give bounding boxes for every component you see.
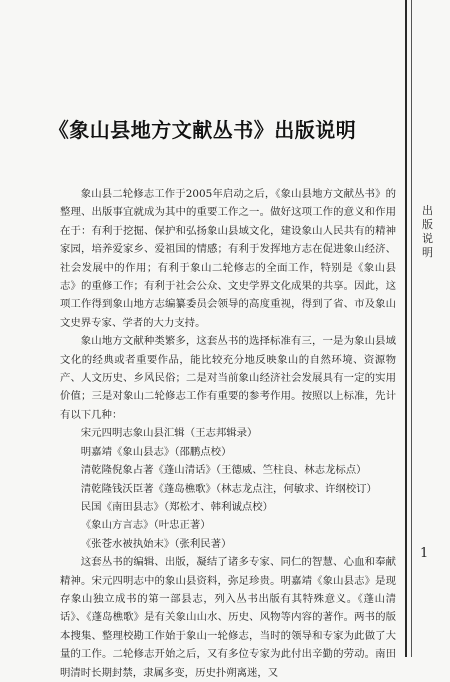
book-list-item: 民国《南田县志》（郑松才、韩利诚点校）	[80, 500, 274, 513]
book-list-item: 宋元四明志象山县汇辑（王志邦辑录）	[80, 427, 258, 440]
page-number: 1	[420, 546, 429, 561]
book-list-item: 《象山方言志》（叶忠正著）	[80, 519, 211, 532]
book-list-item: 明嘉靖《象山县志》（邵鹏点校）	[80, 445, 232, 458]
paragraph-closing: 这套丛书的编辑、出版，凝结了诸多专家、同仁的智慧、心血和奉献精神。宋元四明志中的象山县资料，弥足珍贵。明嘉靖《象山县志》是现存象山独立成书的第一部县志，列入丛书出版有其特殊意义。《蓬山清话》、《蓬岛樵歌》是有关象山山水、历史、风物等内容的著作。两书的版本搜集、整理校勘工作始于象山一轮修志，当时的领导和专家为此做了大量的工作。二轮修志开始之后，又有多位专家为此付出辛勤的劳动。南田明清时长期封禁，隶属多变，历史扑朔离迷，又	[60, 556, 396, 679]
paragraph-selection-criteria: 象山地方文献种类繁多，这套丛书的选择标准有三，一是为象山县域文化的经典或者重要作品，能比较充分地反映象山的自然环境、资源物产、人文历史、乡风民俗；二是对当前象山经济社会发展具有一定的实用价值；三是对象山二轮修志工作有重要的参考作用。按照以上标准，先计有以下几种：	[60, 335, 396, 421]
running-header-section-label: 出版说明	[422, 204, 434, 259]
book-list-item: 清乾隆钱沃臣著《蓬岛樵歌》（林志龙点注，何敏求、许纲校订）	[80, 482, 377, 495]
margin-rule	[405, 0, 407, 657]
margin-rule-inner	[411, 0, 412, 657]
body-text	[60, 185, 396, 682]
page-title: 《象山县地方文献丛书》出版说明	[48, 118, 357, 142]
book-list-item: 清乾隆倪象占著《蓬山清话》（王德威、竺柱良、林志龙标点）	[80, 464, 367, 477]
paragraph-intro: 象山县二轮修志工作于2005年启动之后，《象山县地方文献丛书》的整理、出版事宜就成为其中的重要工作之一。做好这项工作的意义和作用在于：有利于挖掘、保护和弘扬象山县域文化，建设象山人民共有的精神家园，培养爱家乡、爱祖国的情感；有利于发挥地方志在促进象山经济、社会发展中的作用；有利于象山二轮修志的全面工作，特别是《象山县志》的重修工作；有利于社会公众、文史学界文化成果的共享。因此，这项工作得到象山地方志编纂委员会领导的高度重视，得到了省、市及象山文史界专家、学者的大力支持。	[60, 188, 396, 329]
book-list-item: 《张苍水被执始末》（张利民著）	[80, 537, 232, 550]
